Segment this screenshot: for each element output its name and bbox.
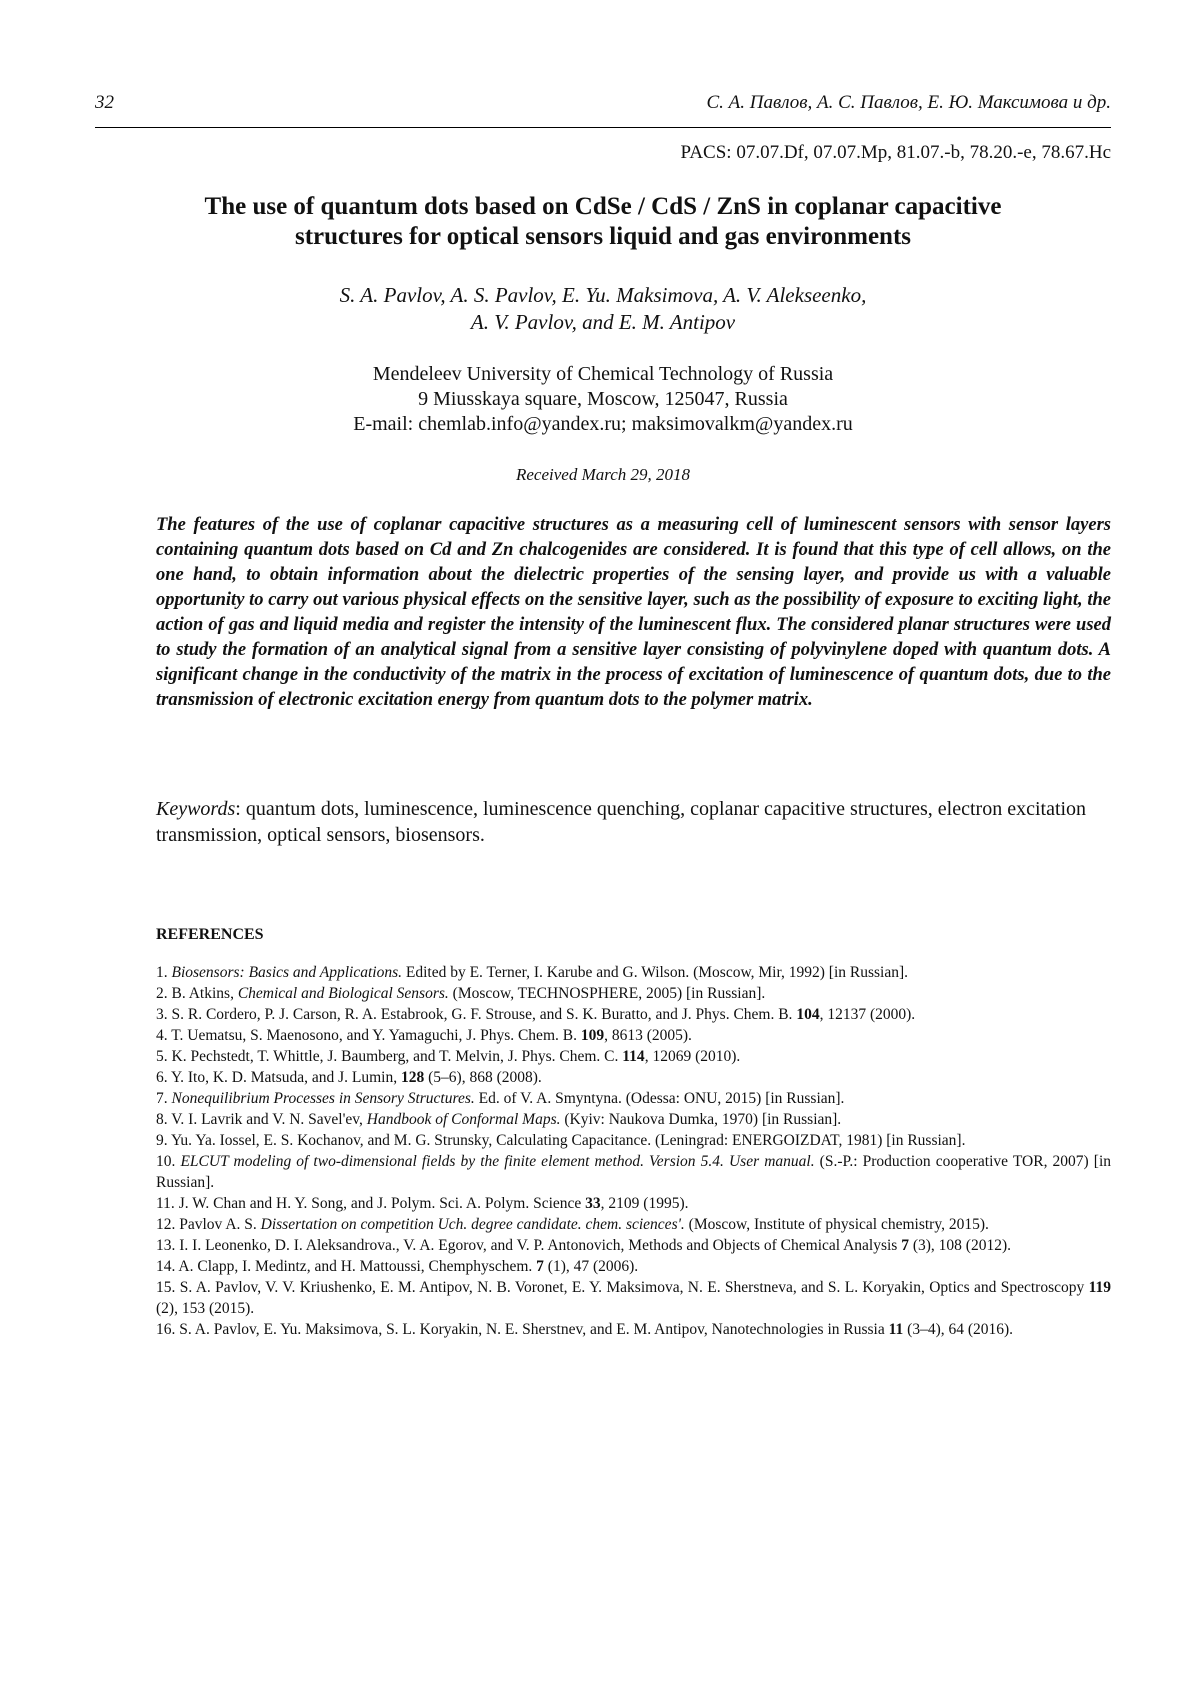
reference-item [156,1256,1111,1277]
reference-post: (3), 108 (2012). [909,1237,1011,1254]
reference-pre: V. I. Lavrik and V. N. Savel'ev, [171,1111,367,1128]
reference-post: (3–4), 64 (2016). [903,1321,1013,1338]
reference-item [156,1277,1111,1319]
reference-pre: K. Pechstedt, T. Whittle, J. Baumberg, and T. Melvin, J. Phys. Chem. C. [172,1048,623,1065]
reference-italic: ELCUT modeling of two-dimensional fields by the finite element method. Version 5.4. User manual. [180,1153,814,1170]
reference-num: 9. [156,1132,171,1149]
reference-item [156,1235,1111,1256]
reference-pre: A. Clapp, I. Medintz, and H. Mattoussi, Chemphyschem. [178,1258,536,1275]
reference-italic: Dissertation on competition Uch. degree candidate. chem. sciences'. [261,1216,685,1233]
reference-bold: 104 [796,1006,819,1023]
reference-post: (1), 47 (2006). [544,1258,638,1275]
reference-pre: S. A. Pavlov, E. Yu. Maksimova, S. L. Koryakin, N. E. Sherstnev, and E. M. Antipov, Nanotechnologies in Russia [179,1321,888,1338]
reference-num: 15. [156,1279,180,1296]
reference-item [156,1067,1111,1088]
reference-bold: 11 [889,1321,904,1338]
reference-pre: J. W. Chan and H. Y. Song, and J. Polym. Sci. A. Polym. Science [179,1195,585,1212]
reference-num: 13. [156,1237,179,1254]
header-divider [95,127,1111,128]
reference-num: 16. [156,1321,179,1338]
received-date: Received March 29, 2018 [95,465,1111,485]
running-head: С. А. Павлов, А. С. Павлов, Е. Ю. Максимова и др. [706,92,1111,114]
reference-num: 6. [156,1069,171,1086]
reference-bold: 119 [1089,1279,1111,1296]
references-heading: REFERENCES [156,926,264,944]
reference-item [156,1088,1111,1109]
reference-num: 3. [156,1006,172,1023]
reference-pre: S. R. Cordero, P. J. Carson, R. A. Estabrook, G. F. Strouse, and S. K. Buratto, and J. Phys. Chem. B. [172,1006,797,1023]
reference-pre: B. Atkins, [172,985,238,1002]
reference-item [156,1193,1111,1214]
institution: Mendeleev University of Chemical Technology of Russia [95,362,1111,387]
affiliation [95,362,1111,437]
reference-item [156,1130,1111,1151]
abstract: The features of the use of coplanar capacitive structures as a measuring cell of luminescent sensors with sensor layers containing quantum dots based on Cd and Zn chalcogenides are considered. It is found that this type of cell allows, on the one hand, to obtain information about the dielectric properties of the sensing layer, and provide us with a valuable opportunity to carry out various physical effects on the sensitive layer, such as the possibility of exposure to exciting light, the action of gas and liquid media and register the intensity of the luminescent flux. The considered planar structures were used to study the formation of an analytical signal from a sensitive layer consisting of polyvinylene doped with quantum dots. A significant change in the conductivity of the matrix in the process of excitation of luminescence of quantum dots, due to the transmission of electronic excitation energy from quantum dots to the polymer matrix. [156,513,1111,713]
reference-item [156,1319,1111,1340]
pacs-codes: PACS: 07.07.Df, 07.07.Mp, 81.07.-b, 78.20.-e, 78.67.Hc [681,142,1112,164]
reference-item [156,1025,1111,1046]
reference-num: 7. [156,1090,172,1107]
reference-num: 5. [156,1048,172,1065]
reference-post: (2), 153 (2015). [156,1300,254,1317]
paper-title [95,192,1111,252]
reference-mid: Ed. of V. A. Smyntyna. (Odessa: ONU, 2015) [in Russian]. [475,1090,845,1107]
reference-mid: (Moscow, TECHNOSPHERE, 2005) [in Russian]. [449,985,765,1002]
reference-item [156,1046,1111,1067]
authors [95,282,1111,336]
reference-mid: (S.-P.: Production cooperative TOR, 2007) [in Russian]. [156,1153,1111,1191]
references-list [156,962,1111,1340]
reference-pre: Yu. Ya. Iossel, E. S. Kochanov, and M. G. Strunsky, Calculating Capacitance. (Leningrad: ENERGOIZDAT, 1981) [in Russian]. [171,1132,966,1149]
reference-post: , 2109 (1995). [601,1195,689,1212]
reference-pre: I. I. Leonenko, D. I. Aleksandrova., V. A. Egorov, and V. P. Antonovich, Methods and Objects of Chemical Analysis [179,1237,901,1254]
reference-mid: Edited by E. Terner, I. Karube and G. Wilson. (Moscow, Mir, 1992) [in Russian]. [402,964,908,981]
reference-post: , 12137 (2000). [820,1006,916,1023]
reference-italic: Biosensors: Basics and Applications. [172,964,403,981]
reference-num: 8. [156,1111,171,1128]
reference-italic: Chemical and Biological Sensors. [238,985,449,1002]
reference-item [156,1214,1111,1235]
reference-bold: 109 [581,1027,604,1044]
keywords-label: Keywords [156,798,235,820]
address: 9 Miusskaya square, Moscow, 125047, Russia [95,387,1111,412]
reference-pre: Y. Ito, K. D. Matsuda, and J. Lumin, [171,1069,401,1086]
email: E-mail: chemlab.info@yandex.ru; maksimovalkm@yandex.ru [95,412,1111,437]
reference-num: 10. [156,1153,180,1170]
reference-num: 11. [156,1195,179,1212]
reference-post: (5–6), 868 (2008). [424,1069,542,1086]
paper-title-line: structures for optical sensors liquid and gas environments [95,222,1111,252]
reference-pre: S. A. Pavlov, V. V. Kriushenko, E. M. Antipov, N. B. Voronet, E. Y. Maksimova, N. E. Sherstneva, and S. L. Koryakin, Optics and Spectroscopy [180,1279,1089,1296]
reference-item [156,983,1111,1004]
authors-line: A. V. Pavlov, and E. M. Antipov [95,309,1111,336]
reference-num: 4. [156,1027,171,1044]
reference-mid: (Moscow, Institute of physical chemistry, 2015). [685,1216,989,1233]
reference-bold: 7 [901,1237,909,1254]
reference-post: , 12069 (2010). [645,1048,741,1065]
authors-line: S. A. Pavlov, A. S. Pavlov, E. Yu. Maksimova, A. V. Alekseenko, [95,282,1111,309]
reference-bold: 114 [622,1048,644,1065]
page-number: 32 [95,92,114,114]
reference-pre: T. Uematsu, S. Maenosono, and Y. Yamaguchi, J. Phys. Chem. B. [171,1027,581,1044]
reference-bold: 128 [401,1069,424,1086]
page-header [95,92,1111,120]
reference-bold: 33 [585,1195,601,1212]
reference-bold: 7 [536,1258,544,1275]
keywords [156,796,1111,848]
reference-num: 14. [156,1258,178,1275]
reference-item [156,1004,1111,1025]
reference-num: 1. [156,964,172,981]
reference-italic: Handbook of Conformal Maps. [367,1111,561,1128]
reference-italic: Nonequilibrium Processes in Sensory Structures. [172,1090,475,1107]
reference-mid: (Kyiv: Naukova Dumka, 1970) [in Russian]. [561,1111,842,1128]
reference-item [156,1109,1111,1130]
reference-item [156,1151,1111,1193]
paper-title-line: The use of quantum dots based on CdSe / CdS / ZnS in coplanar capacitive [95,192,1111,222]
reference-item [156,962,1111,983]
reference-pre: Pavlov A. S. [179,1216,260,1233]
keywords-text: : quantum dots, luminescence, luminescence quenching, coplanar capacitive structures, electron excitation transmission, optical sensors, biosensors. [156,798,1086,846]
reference-num: 12. [156,1216,179,1233]
reference-post: , 8613 (2005). [604,1027,692,1044]
reference-num: 2. [156,985,172,1002]
